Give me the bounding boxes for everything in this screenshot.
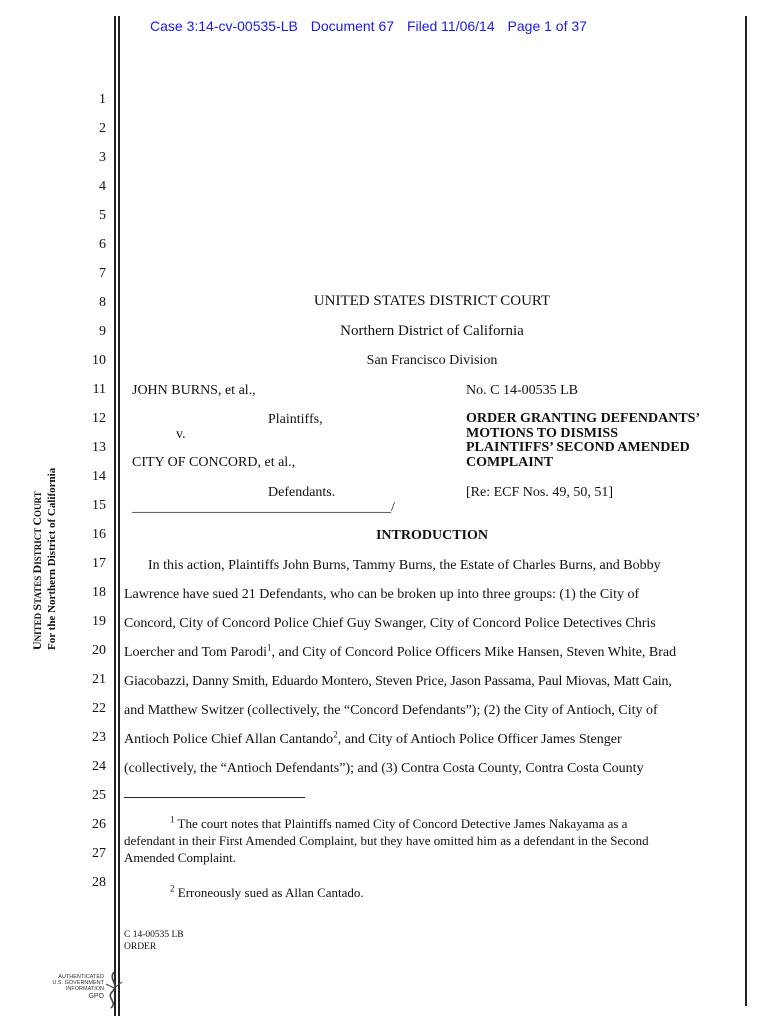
body-line: Antioch Police Chief Allan Cantando$^2$, and City of Antioch Police Officer James Stenger [124, 729, 622, 747]
line-number: 22 [92, 701, 106, 716]
line-number: 23 [92, 730, 106, 745]
header-page: Page 1 of 37 [507, 18, 587, 34]
line-number: 24 [92, 759, 106, 774]
line-number: 16 [92, 527, 106, 542]
caption-defendant: CITY OF CONCORD, et al., [132, 455, 296, 470]
ecf-reference: [Re: ECF Nos. 49, 50, 51] [466, 485, 613, 500]
footnote-ref-1: 1 [267, 642, 272, 653]
order-title: ORDER GRANTING DEFENDANTS’ MOTIONS TO DISMISS PLAINTIFFS’ SECOND AMENDED COMPLAINT [466, 411, 701, 470]
gpo-authentication-seal: AUTHENTICATED U.S. GOVERNMENT INFORMATION GPO [52, 974, 104, 1000]
court-district: Northern District of California [340, 323, 524, 339]
line-number: 3 [99, 150, 106, 165]
caption-underline: _____________________________________/ [132, 500, 395, 515]
line-number: 20 [92, 643, 106, 658]
line-number: 15 [92, 498, 106, 513]
footnote-ref-2: 2 [333, 729, 338, 740]
sidebar-court-name: UNITED STATES DISTRICT COURT [30, 491, 44, 650]
line-number: 26 [92, 817, 106, 832]
body-line: and Matthew Switzer (collectively, the “Concord Defendants”); (2) the City of Antioch, City of [124, 703, 658, 718]
body-line: In this action, Plaintiffs John Burns, Tammy Burns, the Estate of Charles Burns, and Bobby [148, 558, 661, 573]
court-name: UNITED STATES DISTRICT COURT [313, 293, 551, 309]
body-line: Lawrence have sued 21 Defendants, who can be broken up into three groups: (1) the City of [124, 587, 640, 602]
header-filed-date: Filed 11/06/14 [406, 18, 495, 34]
section-heading: INTRODUCTION [375, 528, 488, 543]
line-number: 17 [92, 556, 106, 571]
ecf-header [150, 18, 596, 34]
line-number: 21 [92, 672, 106, 687]
right-margin-rule [745, 16, 747, 1006]
line-number: 9 [99, 324, 106, 339]
line-number: 13 [92, 440, 106, 455]
case-number: No. C 14-00535 LB [466, 383, 578, 398]
footnote-1: $^1$ The court notes that Plaintiffs named City of Concord Detective James Nakayama as a defendant in their First Amended Complaint, but they have omitted him as a defendant in the Second Amended Complaint. [124, 814, 649, 865]
line-number: 14 [92, 469, 106, 484]
body-line: Loercher and Tom Parodi$^1$, and City of Concord Police Officers Mike Hansen, Steven White, Brad [124, 642, 677, 660]
line-number: 7 [99, 266, 106, 281]
eagle-icon [102, 970, 126, 1010]
footnote-separator [124, 797, 305, 798]
footer [124, 929, 184, 953]
line-number: 8 [99, 295, 106, 310]
line-number: 11 [92, 382, 106, 397]
body-line: Giacobazzi, Danny Smith, Eduardo Montero, Steven Price, Jason Passama, Paul Miovas, Matt Cain, [124, 674, 672, 689]
sidebar-court-label [30, 420, 59, 650]
left-margin-rule-2 [118, 16, 120, 1016]
line-number: 19 [92, 614, 106, 629]
footer-doc-type: ORDER [124, 942, 157, 952]
line-number: 6 [99, 237, 106, 252]
line-number: 10 [92, 353, 106, 368]
line-number: 25 [92, 788, 106, 803]
line-number: 18 [92, 585, 106, 600]
sidebar-district: For the Northern District of California [46, 467, 58, 650]
line-number: 5 [99, 208, 106, 223]
line-number: 1 [99, 92, 106, 107]
court-division: San Francisco Division [366, 353, 498, 368]
footnote-2: $^2$ Erroneously sued as Allan Cantado. [170, 883, 364, 900]
footnote-mark: 1 [170, 814, 175, 825]
line-number: 4 [99, 179, 106, 194]
caption-defendants-label: Defendants. [268, 485, 336, 500]
header-case-number: Case 3:14-cv-00535-LB [150, 18, 298, 34]
footnote-mark: 2 [170, 883, 175, 894]
line-number: 12 [92, 411, 106, 426]
line-number: 27 [92, 846, 106, 861]
left-margin-rule-1 [114, 16, 116, 1016]
caption-plaintiffs-label: Plaintiffs, [268, 412, 323, 427]
line-number: 2 [99, 121, 106, 136]
caption-versus: v. [176, 427, 186, 442]
body-line: (collectively, the “Antioch Defendants”); and (3) Contra Costa County, Contra Costa County [124, 761, 644, 776]
body-line: Concord, City of Concord Police Chief Guy Swanger, City of Concord Police Detectives Chris [124, 616, 656, 631]
line-number: 28 [92, 875, 106, 890]
header-document: Document 67 [310, 18, 395, 34]
footer-case-number: C 14-00535 LB [124, 930, 184, 940]
caption-plaintiff: JOHN BURNS, et al., [132, 383, 256, 398]
